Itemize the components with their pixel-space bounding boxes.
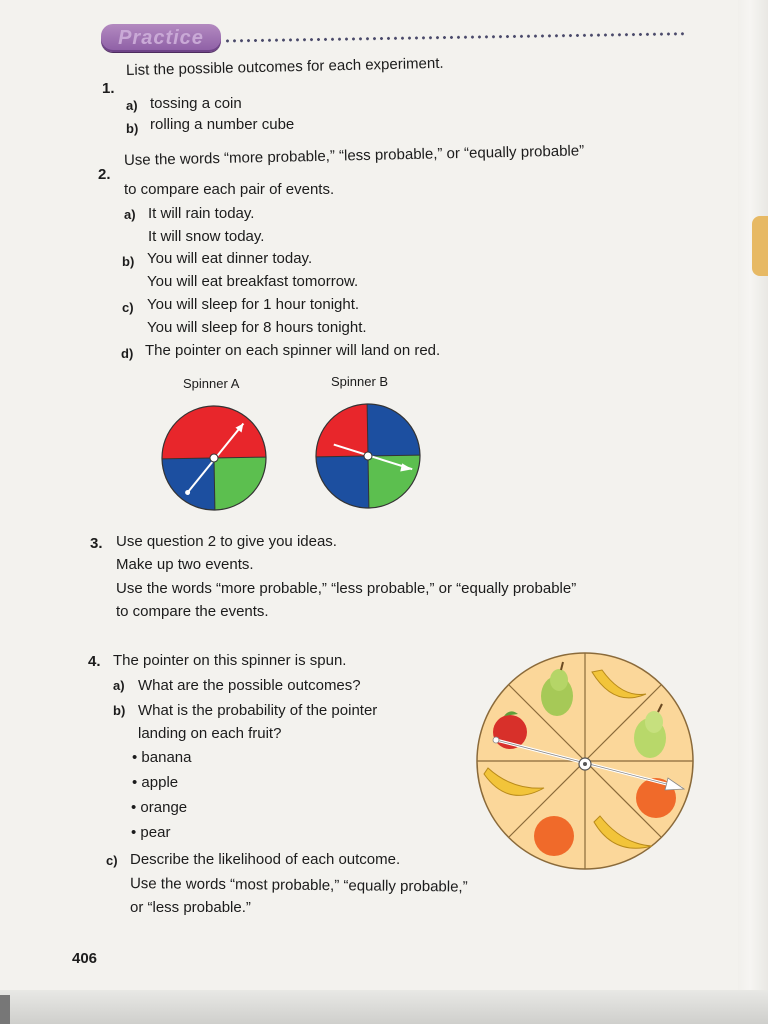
q3-line2: Make up two events. xyxy=(116,556,254,573)
q2b-label: b) xyxy=(122,254,135,269)
q2a-line1: It will rain today. xyxy=(148,205,255,222)
next-page-edge xyxy=(738,0,768,1024)
page-bottom-shadow xyxy=(0,990,768,1024)
q2d-text: The pointer on each spinner will land on red. xyxy=(145,342,441,359)
q3-line4: to compare the events. xyxy=(116,603,269,620)
spinner-a-red-half xyxy=(161,405,266,459)
q4b-label: b) xyxy=(113,703,126,718)
q3-line1: Use question 2 to give you ideas. xyxy=(116,533,337,550)
bullet-orange-text: orange xyxy=(140,799,188,816)
q4c-line3: or “less probable.” xyxy=(130,899,251,916)
q3-line3: Use the words “more probable,” “less probable,” or “equally probable” xyxy=(116,580,577,597)
bullet-pear-text: pear xyxy=(140,824,171,841)
orange-icon-2 xyxy=(534,816,574,856)
q4c-line1: Describe the likelihood of each outcome. xyxy=(130,851,401,868)
q3-number: 3. xyxy=(90,535,103,552)
q4c-line2: Use the words “most probable,” “equally probable,” xyxy=(129,875,468,896)
q4b-line2: landing on each fruit? xyxy=(138,725,282,742)
q4b-line1: What is the probability of the pointer xyxy=(138,702,378,719)
q4c-label: c) xyxy=(106,853,118,868)
q2c-line1: You will sleep for 1 hour tonight. xyxy=(147,296,360,313)
bullet-banana-text: banana xyxy=(141,749,192,766)
q2d-label: d) xyxy=(121,346,134,361)
spinner-a xyxy=(160,404,268,512)
q1a-label: a) xyxy=(126,98,138,113)
bullet-banana: • banana xyxy=(132,749,192,766)
spinner-a-caption: Spinner A xyxy=(183,376,240,391)
q2c-label: c) xyxy=(122,300,134,315)
page-number: 406 xyxy=(72,950,98,967)
page-binding-edge xyxy=(0,995,10,1024)
q2c-line2: You will sleep for 8 hours tonight. xyxy=(147,319,367,336)
practice-badge: Practice xyxy=(101,24,221,52)
bullet-pear: • pear xyxy=(131,824,171,841)
q1-number: 1. xyxy=(102,80,115,97)
q4-number: 4. xyxy=(88,653,101,670)
q2-line1: Use the words “more probable,” “less probable,” or “equally probable” xyxy=(123,142,585,169)
q1b-label: b) xyxy=(126,121,139,136)
q2a-label: a) xyxy=(124,207,136,222)
fruit-spinner xyxy=(474,650,696,872)
q2b-line2: You will eat breakfast tomorrow. xyxy=(147,273,359,290)
q1a-text: tossing a coin xyxy=(150,95,242,112)
q1-text: List the possible outcomes for each experiment. xyxy=(125,54,444,79)
q2a-line2: It will snow today. xyxy=(148,228,265,245)
bullet-orange: • orange xyxy=(131,799,188,816)
page-tab-marker xyxy=(752,216,768,276)
q1b-text: rolling a number cube xyxy=(150,116,295,133)
spinner-b-caption: Spinner B xyxy=(331,374,389,389)
spinner-b xyxy=(314,402,422,510)
q4a-label: a) xyxy=(113,678,125,693)
bullet-apple-text: apple xyxy=(141,774,179,791)
q4a-text: What are the possible outcomes? xyxy=(138,677,361,694)
bullet-apple: • apple xyxy=(132,774,179,791)
q2-number: 2. xyxy=(98,166,111,183)
q2b-line1: You will eat dinner today. xyxy=(147,250,313,267)
q4-text: The pointer on this spinner is spun. xyxy=(113,652,347,669)
q2-line2: to compare each pair of events. xyxy=(124,181,335,198)
